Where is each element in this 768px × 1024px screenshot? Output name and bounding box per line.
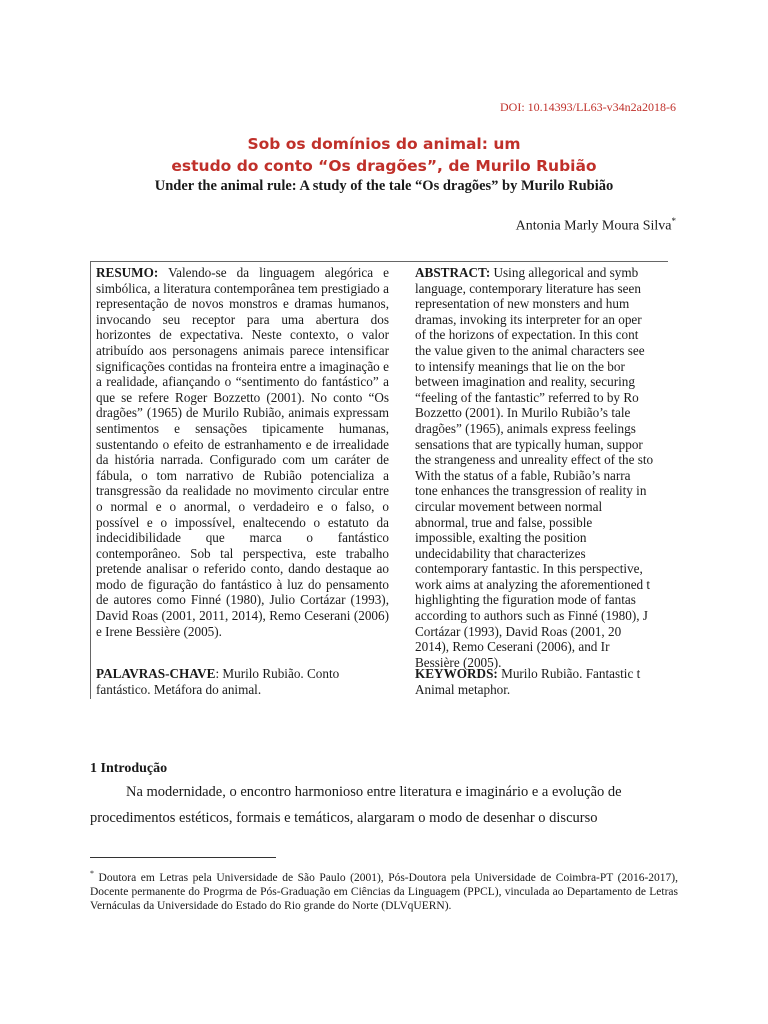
abstract-line: language, contemporary literature has seen — [415, 280, 641, 296]
title-line-1: Sob os domínios do animal: um — [247, 135, 521, 153]
keywords-label: KEYWORDS: — [415, 666, 498, 681]
abstract-table-left-rule — [90, 261, 91, 699]
keywords-line-2: Animal metaphor. — [415, 681, 511, 697]
abstract-table-top-rule — [90, 261, 668, 262]
abstract-line: the value given to the animal characters see — [415, 342, 645, 358]
abstract-line: With the status of a fable, Rubião’s narra — [415, 467, 631, 483]
palavras-chave-text: : Murilo Rubião. Conto fantástico. Metáfora do animal. — [96, 666, 340, 697]
body-line-2: procedimentos estéticos, formais e temáticos, alargaram o modo de desenhar o discurso — [90, 810, 598, 826]
title-line-2: estudo do conto “Os dragões”, de Murilo Rubião — [171, 157, 597, 175]
footnote-rule — [90, 857, 276, 858]
abstract-line: circular movement between normal — [415, 498, 603, 514]
abstract-line: of the horizons of expectation. In this cont — [415, 327, 639, 343]
abstract-label: ABSTRACT: — [415, 265, 491, 280]
abstract-line: tone enhances the transgression of reality in — [415, 483, 647, 499]
palavras-chave-label: PALAVRAS-CHAVE — [96, 666, 216, 681]
abstract-line: 2014), Remo Ceserani (2006), and Ir — [415, 639, 610, 655]
author-footnote-mark[interactable]: * — [671, 216, 676, 226]
footnote — [90, 867, 678, 913]
article-subtitle: Under the animal rule: A study of the tale “Os dragões” by Murilo Rubião — [154, 178, 614, 194]
author-line — [516, 216, 676, 235]
abstract-line: contemporary fantastic. In this perspective, — [415, 561, 643, 577]
article-title — [90, 133, 678, 177]
abstract-line: Cortázar (1993), David Roas (2001, 20 — [415, 623, 622, 639]
footnote-mark: * — [90, 869, 94, 878]
resumo-text: Valendo-se da linguagem alegórica e simbólica, a literatura contemporânea tem prestigiado a representação de novos monstros e dramas humanos, invocando seu receptor para uma abertura dos horizontes de expectativa. Neste contexto, o valor atribuído aos personagens animais parece intensificar significações contidas na fronteira entre a imaginação e a realidade, afiançando o “sentimento do fantástico” a que se refere Roger Bozzetto (2001). No conto “Os dragões” (1965) de Murilo Rubião, animais expressam sentimentos e sensações tipicamente humanas, sustentando o efeito de estranhamento e de irrealidade da história narrada. Configurado com um caráter de fábula, o tom narrativo de Rubião potencializa a transgressão da realidade no movimento circular entre o normal e o anormal, o verdadeiro e o falso, o possível e o impossível, enaltecendo o estatuto da indecidibilidade que marca o fantástico contemporâneo. Sob tal perspectiva, este trabalho pretende analisar o referido conto, dando destaque ao modo de figuração do fantástico à luz do pensamento de autores como Finné (1980), Julio Cortázar (1993), David Roas (2001, 2011, 2014), Remo Ceserani (2006) e Irene Bessière (2005). — [96, 265, 389, 639]
abstract-line: between imagination and reality, securing — [415, 374, 635, 390]
body-line-1: Na modernidade, o encontro harmonioso entre literatura e imaginário e a evolução de — [126, 784, 622, 800]
resumo-label: RESUMO: — [96, 265, 159, 280]
abstract-line: work aims at analyzing the aforementioned t — [415, 576, 651, 592]
keywords-line-1: Murilo Rubião. Fantastic t — [501, 666, 641, 681]
abstract-line: dramas, invoking its interpreter for an oper — [415, 311, 642, 327]
abstract-line: impossible, exalting the position — [415, 530, 587, 546]
abstract-line: representation of new monsters and hum — [415, 296, 630, 312]
abstract-line: sensations that are typically human, suppor — [415, 436, 643, 452]
abstract-line: undecidability that characterizes — [415, 545, 586, 561]
resumo-block — [96, 265, 389, 639]
footnote-text: Doutora em Letras pela Universidade de São Paulo (2001), Pós-Doutora pela Universidade de Coimbra-PT (2016-2017), Docente permanente do Progrma de Pós-Graduação em Ciências da Linguagem (PPCL), vinculada ao Departamento de Letras Vernáculas da Universidade do Estado do Rio grande do Norte (DLVqUERN). — [90, 871, 678, 913]
abstract-line: to intensify meanings that lie on the bor — [415, 358, 625, 374]
author-name: Antonia Marly Moura Silva — [515, 218, 672, 234]
abstract-line: “feeling of the fantastic” referred to by Ro — [415, 389, 639, 405]
abstract-line: Bozzetto (2001). In Murilo Rubião’s tale — [415, 405, 631, 421]
abstract-line: highlighting the figuration mode of fantas — [415, 592, 636, 608]
abstract-line: according to authors such as Finné (1980), J — [415, 608, 648, 624]
doi-link[interactable]: DOI: 10.14393/LL63-v34n2a2018-6 — [500, 100, 676, 114]
palavras-chave-block — [96, 666, 389, 697]
abstract-line: Using allegorical and symb — [493, 265, 639, 280]
abstract-line: abnormal, true and false, possible — [415, 514, 593, 530]
abstract-line: Bessière (2005). — [415, 654, 502, 670]
section-heading: 1 Introdução — [90, 761, 168, 776]
keywords-block — [415, 666, 668, 697]
abstract-block — [415, 265, 668, 695]
section-body — [90, 779, 678, 831]
abstract-line: the strangeness and unreality effect of the sto — [415, 452, 654, 468]
abstract-line: dragões” (1965), animals express feelings — [415, 420, 636, 436]
